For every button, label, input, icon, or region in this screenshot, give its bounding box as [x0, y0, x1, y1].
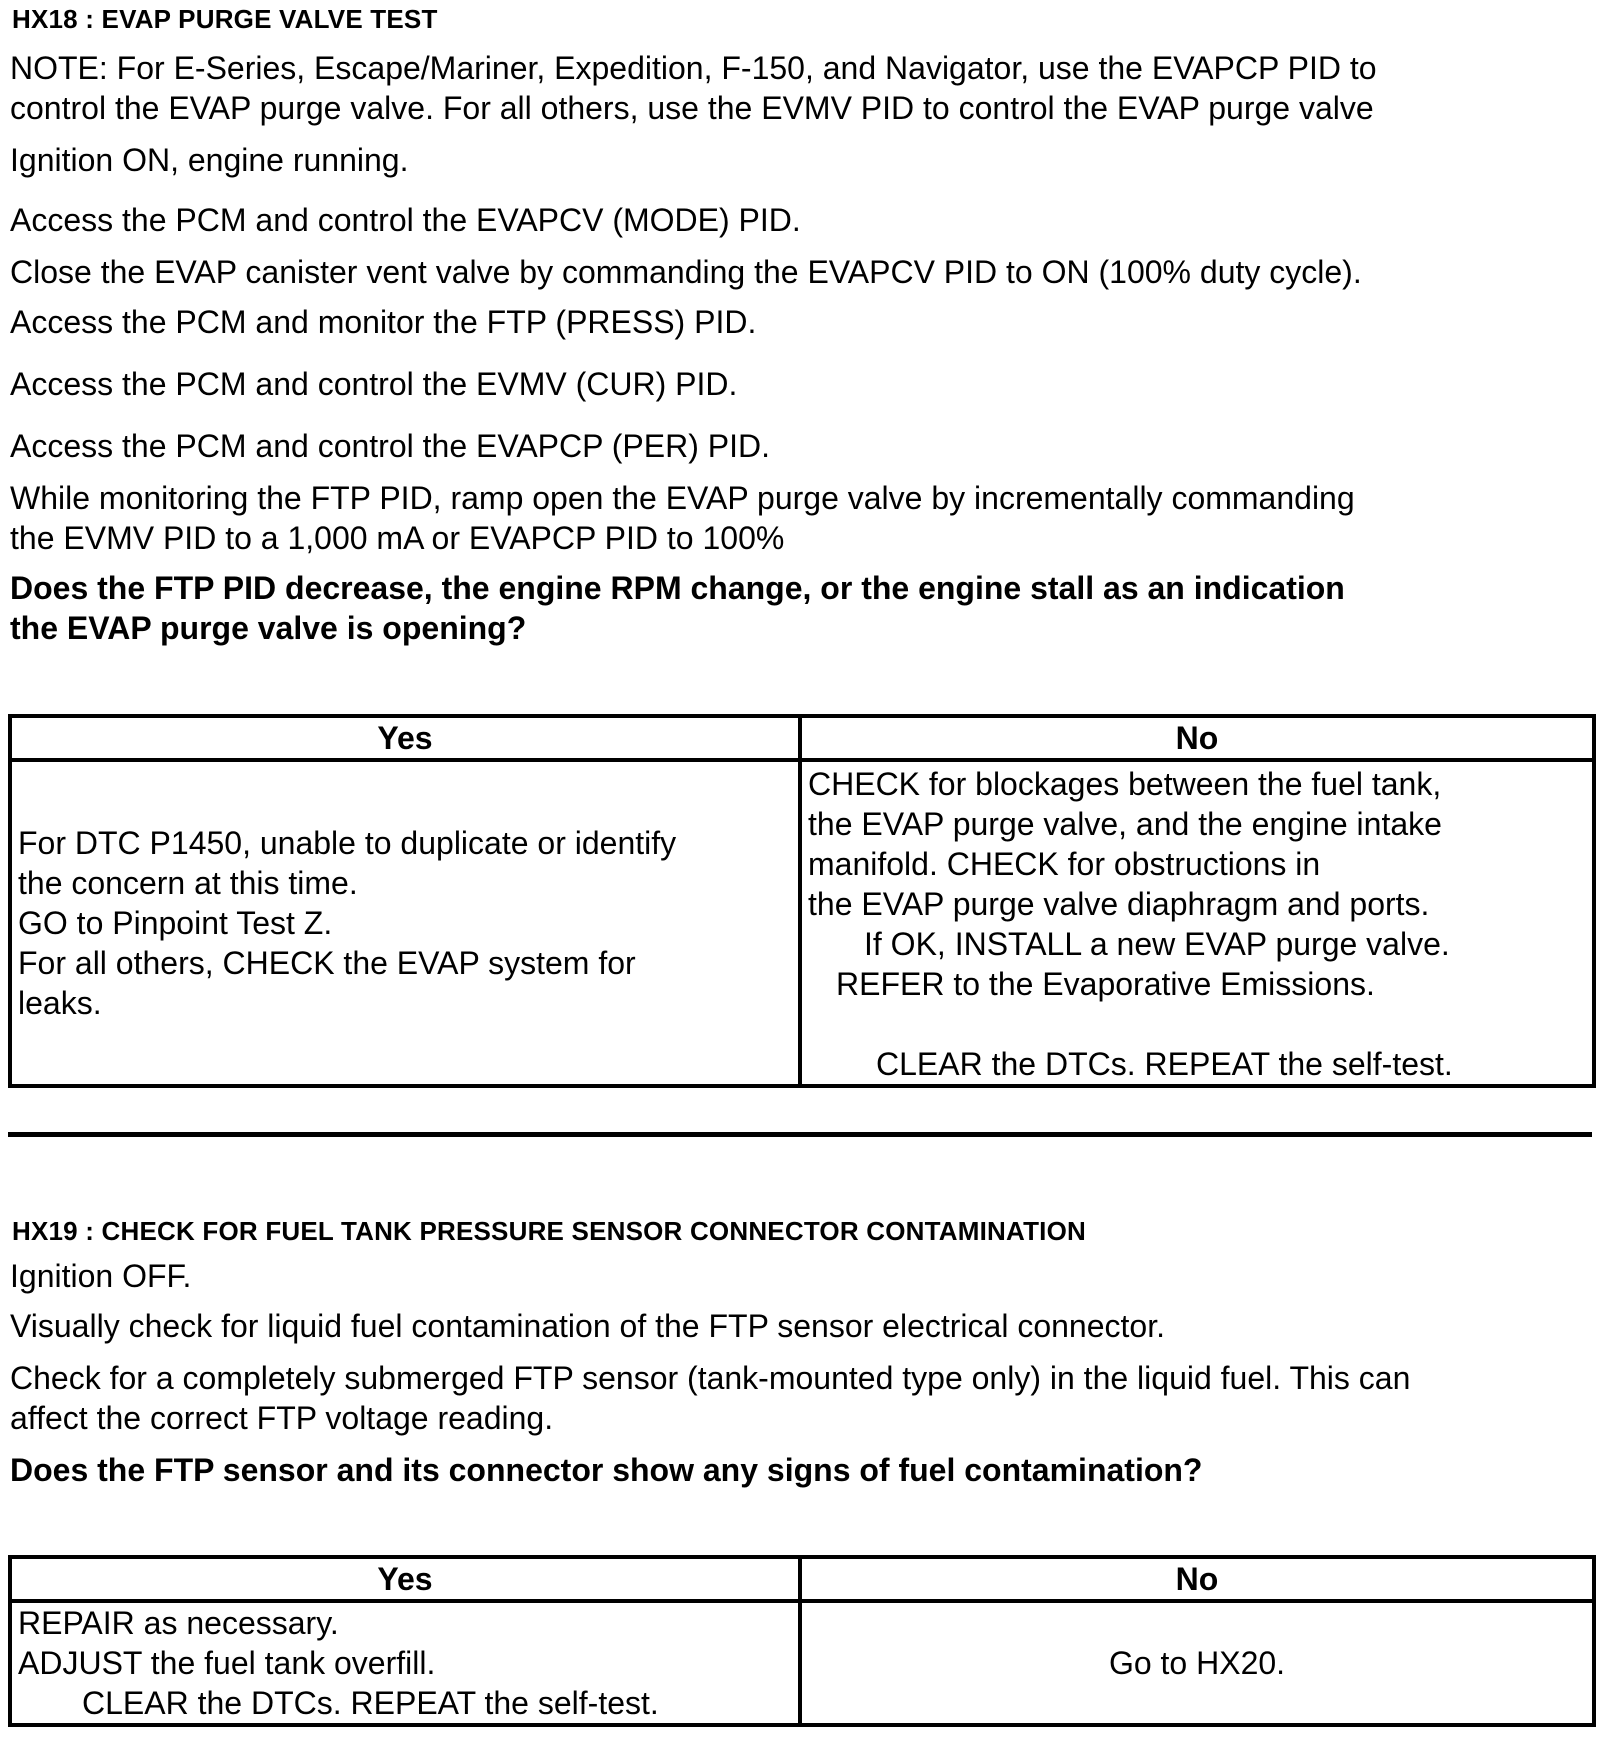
hx18-yes-line: GO to Pinpoint Test Z. — [18, 905, 333, 941]
hx18-no-header: No — [800, 716, 1594, 760]
hx19-check-line: Check for a completely submerged FTP sensor (tank-mounted type only) in the liquid fuel. This can — [10, 1360, 1411, 1396]
hx18-no-line: manifold. CHECK for obstructions in — [808, 846, 1321, 882]
hx19-step-visual-check: Visually check for liquid fuel contamination of the FTP sensor electrical connector. — [10, 1308, 1165, 1344]
hx18-yes-line: the concern at this time. — [18, 865, 358, 901]
hx19-yes-cell — [10, 1601, 800, 1725]
hx18-no-line: If OK, INSTALL a new EVAP purge valve. — [864, 926, 1450, 962]
hx18-question-line: the EVAP purge valve is opening? — [10, 610, 527, 646]
hx18-no-line: CHECK for blockages between the fuel tank, — [808, 766, 1442, 802]
hx18-ramp-line: the EVMV PID to a 1,000 mA or EVAPCP PID to 100% — [10, 520, 785, 556]
hx18-title: HX18 : EVAP PURGE VALVE TEST — [12, 4, 438, 34]
hx18-no-cell — [800, 760, 1594, 1086]
hx18-yes-line: For all others, CHECK the EVAP system for — [18, 945, 636, 981]
hx18-step-evapcp: Access the PCM and control the EVAPCP (PER) PID. — [10, 428, 770, 464]
hx18-note-line: control the EVAP purge valve. For all others, use the EVMV PID to control the EVAP purge valve — [10, 90, 1374, 126]
hx18-note-line: NOTE: For E-Series, Escape/Mariner, Expedition, F-150, and Navigator, use the EVAPCP PID to — [10, 50, 1377, 86]
hx18-step-ignition: Ignition ON, engine running. — [10, 142, 409, 178]
hx18-step-ftp: Access the PCM and monitor the FTP (PRESS) PID. — [10, 304, 757, 340]
hx19-yes-line: CLEAR the DTCs. REPEAT the self-test. — [82, 1685, 659, 1721]
hx19-step-ignition: Ignition OFF. — [10, 1258, 192, 1294]
hx18-no-line: the EVAP purge valve diaphragm and ports. — [808, 886, 1430, 922]
hx18-no-line: CLEAR the DTCs. REPEAT the self-test. — [876, 1046, 1453, 1082]
hx18-yes-cell — [10, 760, 800, 1086]
hx19-yes-no-table — [8, 1555, 1596, 1727]
hx18-yes-header: Yes — [10, 716, 800, 760]
hx18-ramp-line: While monitoring the FTP PID, ramp open the EVAP purge valve by incrementally commanding — [10, 480, 1355, 516]
hx19-no-cell: Go to HX20. — [800, 1601, 1594, 1725]
hx18-no-line: REFER to the Evaporative Emissions. — [836, 966, 1375, 1002]
hx19-yes-header: Yes — [10, 1557, 800, 1601]
hx18-ramp — [10, 478, 1355, 558]
hx18-note — [10, 48, 1377, 128]
hx18-no-spacer — [808, 1004, 1586, 1044]
hx18-yes-no-table — [8, 714, 1596, 1088]
hx18-yes-line: leaks. — [18, 985, 102, 1021]
hx18-step-evmv: Access the PCM and control the EVMV (CUR) PID. — [10, 366, 738, 402]
section-divider — [8, 1132, 1592, 1137]
hx19-no-header: No — [800, 1557, 1594, 1601]
hx18-yes-line: For DTC P1450, unable to duplicate or identify — [18, 825, 677, 861]
hx18-question — [10, 568, 1345, 648]
hx18-no-line: the EVAP purge valve, and the engine intake — [808, 806, 1442, 842]
hx19-check — [10, 1358, 1410, 1438]
hx19-check-line: affect the correct FTP voltage reading. — [10, 1400, 554, 1436]
hx18-question-line: Does the FTP PID decrease, the engine RPM change, or the engine stall as an indication — [10, 570, 1345, 606]
hx19-yes-line: ADJUST the fuel tank overfill. — [18, 1645, 436, 1681]
hx19-question: Does the FTP sensor and its connector show any signs of fuel contamination? — [10, 1452, 1203, 1488]
hx19-yes-line: REPAIR as necessary. — [18, 1605, 339, 1641]
hx18-step-close-vent: Close the EVAP canister vent valve by commanding the EVAPCV PID to ON (100% duty cycle). — [10, 254, 1362, 290]
hx18-step-evapcv: Access the PCM and control the EVAPCV (MODE) PID. — [10, 202, 801, 238]
hx19-title: HX19 : CHECK FOR FUEL TANK PRESSURE SENSOR CONNECTOR CONTAMINATION — [12, 1216, 1086, 1246]
